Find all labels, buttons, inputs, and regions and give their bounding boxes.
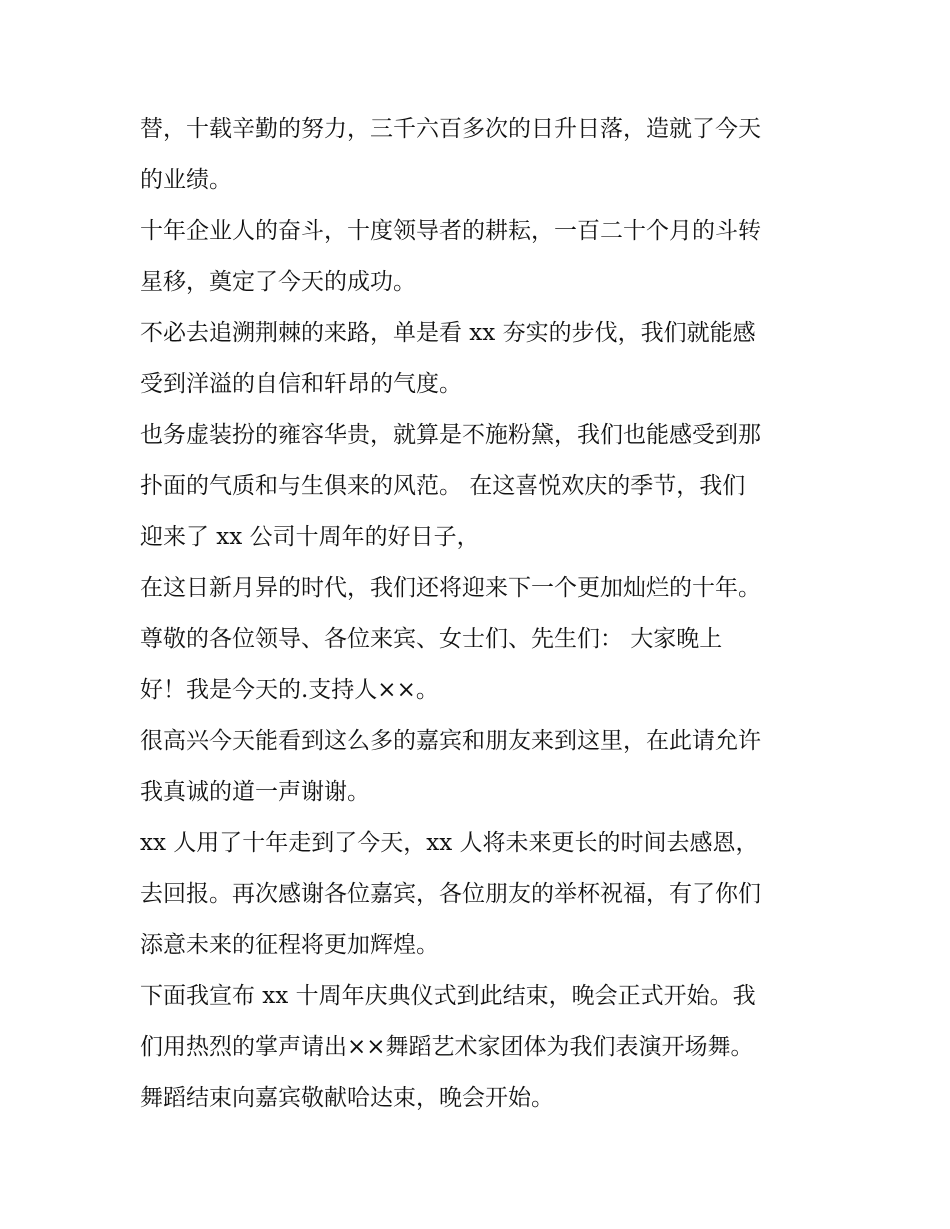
document-body [140,104,820,1124]
text-line: 也务虚装扮的雍容华贵，就算是不施粉黛，我们也能感受到那 [140,422,761,448]
text-line: 好！我是今天的.支持人××。 [140,677,439,703]
text-line: 去回报。再次感谢各位嘉宾，各位朋友的举杯祝福，有了你们 [140,881,761,907]
text-line: 舞蹈结束向嘉宾敬献哈达束，晚会开始。 [140,1085,554,1111]
text-line: 十年企业人的奋斗，十度领导者的耕耘，一百二十个月的斗转 [140,218,761,244]
text-line: xx 人用了十年走到了今天，xx 人将未来更长的时间去感恩， [140,830,759,856]
text-line: 不必去追溯荆棘的来路，单是看 xx 夯实的步伐，我们就能感 [140,320,756,346]
text-line: 尊敬的各位领导、各位来宾、女士们、先生们： 大家晚上 [140,626,723,652]
text-line: 很高兴今天能看到这么多的嘉宾和朋友来到这里，在此请允许 [140,728,761,754]
text-line: 在这日新月异的时代，我们还将迎来下一个更加灿烂的十年。 [140,575,761,601]
text-line: 扑面的气质和与生俱来的风范。 在这喜悦欢庆的季节，我们 [140,473,746,499]
text-line: 们用热烈的掌声请出××舞蹈艺术家团体为我们表演开场舞。 [140,1034,754,1060]
text-line: 替，十载辛勤的努力，三千六百多次的日升日落，造就了今天 [140,116,761,142]
text-line: 我真诚的道一声谢谢。 [140,779,370,805]
text-line: 迎来了 xx 公司十周年的好日子， [140,524,480,550]
text-line: 添意未来的征程将更加辉煌。 [140,932,439,958]
text-line: 的业绩。 [140,167,232,193]
text-line: 下面我宣布 xx 十周年庆典仪式到此结束，晚会正式开始。我 [140,983,756,1009]
text-line: 星移，奠定了今天的成功。 [140,269,416,295]
text-line: 受到洋溢的自信和轩昂的气度。 [140,371,462,397]
